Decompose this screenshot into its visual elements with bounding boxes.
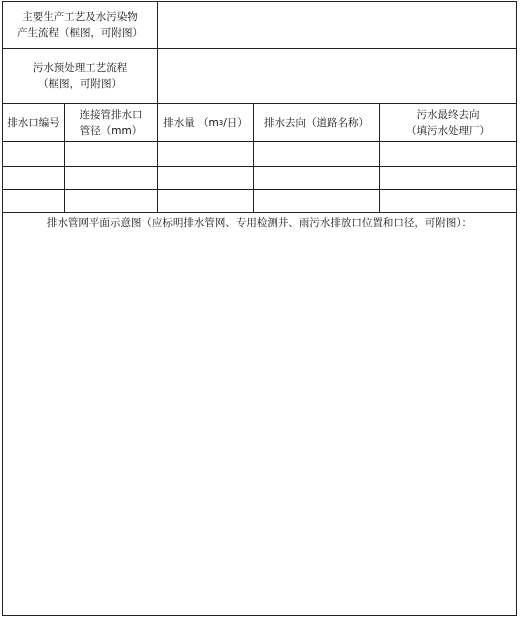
table-row xyxy=(2,189,517,212)
cell-destination[interactable] xyxy=(254,190,380,212)
cell-pipe-diameter[interactable] xyxy=(65,190,158,212)
header-final-line1: 污水最终去向 xyxy=(416,108,480,121)
cell-pipe-diameter[interactable] xyxy=(65,167,158,189)
cell-outlet-no[interactable] xyxy=(3,142,65,166)
cell-outlet-no[interactable] xyxy=(3,190,65,212)
process-flow-label xyxy=(3,2,158,48)
header-pipe-line2: 管径（mm） xyxy=(79,124,143,137)
cell-volume[interactable] xyxy=(158,190,254,212)
drainage-map-area[interactable] xyxy=(2,212,517,616)
cell-destination[interactable] xyxy=(254,142,380,166)
header-volume-pre: 排水量 （m xyxy=(163,116,219,129)
header-outlet-no: 排水口编号 xyxy=(3,104,65,141)
header-volume: 排水量 （m 3 /日） xyxy=(158,104,254,141)
pretreatment-label-line2: （框图，可附图） xyxy=(38,78,122,90)
outlet-header-row xyxy=(2,103,517,141)
header-final-destination xyxy=(380,104,516,141)
cell-volume[interactable] xyxy=(158,167,254,189)
header-final-line2: （填污水处理厂） xyxy=(406,124,490,137)
cell-final-destination[interactable] xyxy=(380,190,516,212)
pretreatment-row xyxy=(2,48,517,103)
cell-pipe-diameter[interactable] xyxy=(65,142,158,166)
cell-volume[interactable] xyxy=(158,142,254,166)
cell-outlet-no[interactable] xyxy=(3,167,65,189)
cell-destination[interactable] xyxy=(254,167,380,189)
header-destination: 排水去向（道路名称） xyxy=(254,104,380,141)
process-flow-label-line1: 主要生产工艺及水污染物 xyxy=(22,11,138,23)
table-row xyxy=(2,166,517,189)
pretreatment-field[interactable] xyxy=(158,49,516,103)
table-row xyxy=(2,141,517,166)
header-volume-post: /日） xyxy=(223,116,248,129)
cell-final-destination[interactable] xyxy=(380,167,516,189)
pretreatment-label-line1: 污水预处理工艺流程 xyxy=(32,62,128,74)
drainage-map-title: 排水管网平面示意图（应标明排水管网、专用检测井、雨污水排放口位置和口径，可附图）： xyxy=(46,217,473,229)
cell-final-destination[interactable] xyxy=(380,142,516,166)
process-flow-label-line2: 产生流程（框图，可附图） xyxy=(17,27,143,39)
pretreatment-label xyxy=(3,49,158,103)
process-flow-row xyxy=(2,1,517,48)
process-flow-field[interactable] xyxy=(158,2,516,48)
header-pipe-diameter xyxy=(65,104,158,141)
header-pipe-line1: 连接管排水口 xyxy=(79,108,143,121)
